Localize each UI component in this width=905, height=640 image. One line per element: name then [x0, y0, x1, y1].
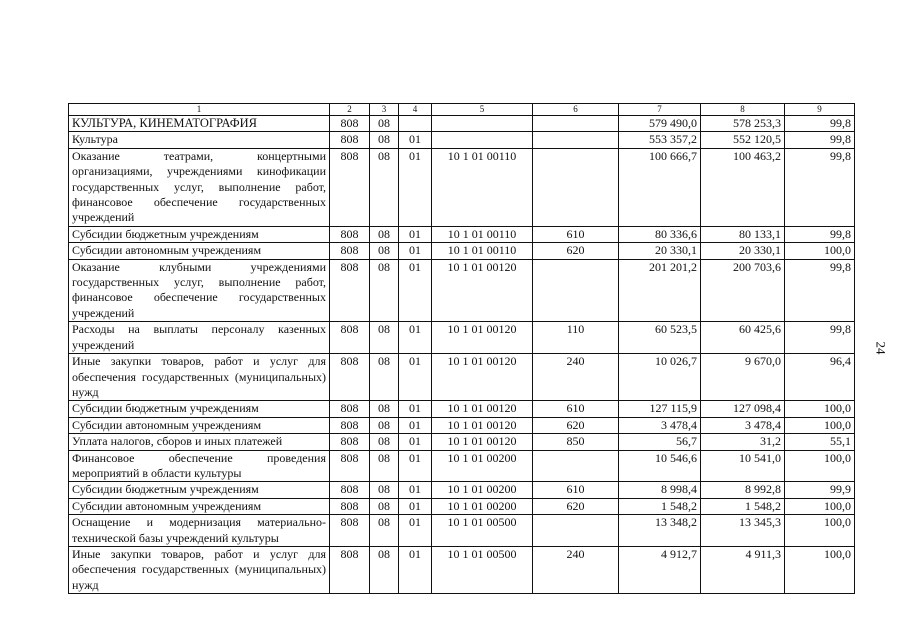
item-name-cell: Иные закупки товаров, работ и услуг для обеспечения государственных (муниципальных) нужд [69, 546, 330, 593]
expense-type-cell: 240 [533, 354, 619, 401]
subsection-code-cell: 01 [399, 498, 432, 514]
admin-code-cell: 808 [330, 498, 370, 514]
item-name-cell: Оказание театрами, концертными организациями, учреждениями кинофикации государственных услуг, выполнение работ, финансовое обеспечение государственных учреждений [69, 148, 330, 226]
item-name-cell: Расходы на выплаты персоналу казенных учреждений [69, 322, 330, 354]
execution-percent-cell: 100,0 [785, 546, 855, 593]
planned-amount-cell: 10 026,7 [619, 354, 701, 401]
target-code-cell: 10 1 01 00500 [432, 515, 533, 547]
target-code-cell: 10 1 01 00200 [432, 498, 533, 514]
admin-code-cell: 808 [330, 482, 370, 498]
actual-amount-cell: 200 703,6 [701, 259, 785, 322]
section-code-cell: 08 [370, 116, 399, 132]
subsection-code-cell: 01 [399, 482, 432, 498]
table-row [69, 401, 855, 417]
table-row [69, 417, 855, 433]
execution-percent-cell: 100,0 [785, 417, 855, 433]
section-code-cell: 08 [370, 546, 399, 593]
subsection-code-cell: 01 [399, 226, 432, 242]
target-code-cell: 10 1 01 00120 [432, 322, 533, 354]
planned-amount-cell: 10 546,6 [619, 450, 701, 482]
item-name-cell: Финансовое обеспечение проведения мероприятий в области культуры [69, 450, 330, 482]
actual-amount-cell: 8 992,8 [701, 482, 785, 498]
item-name-cell: Оказание клубными учреждениями государственных услуг, выполнение работ, финансовое обеспечение государственных учреждений [69, 259, 330, 322]
expense-type-cell [533, 132, 619, 148]
section-code-cell: 08 [370, 148, 399, 226]
target-code-cell [432, 132, 533, 148]
actual-amount-cell: 31,2 [701, 434, 785, 450]
admin-code-cell: 808 [330, 322, 370, 354]
target-code-cell: 10 1 01 00110 [432, 148, 533, 226]
section-code-cell: 08 [370, 434, 399, 450]
planned-amount-cell: 4 912,7 [619, 546, 701, 593]
page-number: 24 [873, 341, 889, 355]
actual-amount-cell: 3 478,4 [701, 417, 785, 433]
section-code-cell: 08 [370, 132, 399, 148]
header-cell: 4 [399, 104, 432, 116]
planned-amount-cell: 553 357,2 [619, 132, 701, 148]
table-row [69, 498, 855, 514]
item-name-cell: Уплата налогов, сборов и иных платежей [69, 434, 330, 450]
target-code-cell: 10 1 01 00200 [432, 482, 533, 498]
target-code-cell: 10 1 01 00500 [432, 546, 533, 593]
execution-percent-cell: 99,8 [785, 116, 855, 132]
planned-amount-cell: 60 523,5 [619, 322, 701, 354]
planned-amount-cell: 3 478,4 [619, 417, 701, 433]
actual-amount-cell: 20 330,1 [701, 243, 785, 259]
subsection-code-cell [399, 116, 432, 132]
table-body [69, 116, 855, 594]
execution-percent-cell: 99,8 [785, 148, 855, 226]
planned-amount-cell: 13 348,2 [619, 515, 701, 547]
table-row [69, 546, 855, 593]
admin-code-cell: 808 [330, 434, 370, 450]
item-name-cell: Субсидии автономным учреждениям [69, 243, 330, 259]
execution-percent-cell: 100,0 [785, 498, 855, 514]
item-name-cell: Субсидии бюджетным учреждениям [69, 401, 330, 417]
subsection-code-cell: 01 [399, 243, 432, 259]
actual-amount-cell: 9 670,0 [701, 354, 785, 401]
execution-percent-cell: 100,0 [785, 515, 855, 547]
section-code-cell: 08 [370, 322, 399, 354]
subsection-code-cell: 01 [399, 259, 432, 322]
admin-code-cell: 808 [330, 259, 370, 322]
admin-code-cell: 808 [330, 116, 370, 132]
admin-code-cell: 808 [330, 515, 370, 547]
item-name-cell: Субсидии бюджетным учреждениям [69, 226, 330, 242]
table-row [69, 116, 855, 132]
actual-amount-cell: 80 133,1 [701, 226, 785, 242]
execution-percent-cell: 99,9 [785, 482, 855, 498]
expense-type-cell [533, 116, 619, 132]
planned-amount-cell: 20 330,1 [619, 243, 701, 259]
actual-amount-cell: 13 345,3 [701, 515, 785, 547]
actual-amount-cell: 127 098,4 [701, 401, 785, 417]
execution-percent-cell: 100,0 [785, 243, 855, 259]
admin-code-cell: 808 [330, 226, 370, 242]
expense-type-cell: 610 [533, 482, 619, 498]
execution-percent-cell: 99,8 [785, 259, 855, 322]
actual-amount-cell: 100 463,2 [701, 148, 785, 226]
item-name-cell: Иные закупки товаров, работ и услуг для обеспечения государственных (муниципальных) нужд [69, 354, 330, 401]
table-row [69, 434, 855, 450]
expense-type-cell [533, 259, 619, 322]
table-row [69, 259, 855, 322]
target-code-cell [432, 116, 533, 132]
execution-percent-cell: 99,8 [785, 132, 855, 148]
section-code-cell: 08 [370, 498, 399, 514]
admin-code-cell: 808 [330, 450, 370, 482]
actual-amount-cell: 578 253,3 [701, 116, 785, 132]
item-name-cell: Субсидии автономным учреждениям [69, 417, 330, 433]
actual-amount-cell: 60 425,6 [701, 322, 785, 354]
actual-amount-cell: 1 548,2 [701, 498, 785, 514]
section-code-cell: 08 [370, 243, 399, 259]
expense-type-cell: 240 [533, 546, 619, 593]
section-code-cell: 08 [370, 417, 399, 433]
execution-percent-cell: 99,8 [785, 322, 855, 354]
header-cell: 5 [432, 104, 533, 116]
planned-amount-cell: 56,7 [619, 434, 701, 450]
section-code-cell: 08 [370, 259, 399, 322]
admin-code-cell: 808 [330, 546, 370, 593]
subsection-code-cell: 01 [399, 322, 432, 354]
actual-amount-cell: 552 120,5 [701, 132, 785, 148]
section-code-cell: 08 [370, 515, 399, 547]
expense-type-cell: 110 [533, 322, 619, 354]
table-row [69, 354, 855, 401]
item-name-cell: Культура [69, 132, 330, 148]
target-code-cell: 10 1 01 00110 [432, 226, 533, 242]
planned-amount-cell: 127 115,9 [619, 401, 701, 417]
section-code-cell: 08 [370, 401, 399, 417]
target-code-cell: 10 1 01 00120 [432, 354, 533, 401]
expense-type-cell [533, 450, 619, 482]
header-cell: 7 [619, 104, 701, 116]
execution-percent-cell: 100,0 [785, 401, 855, 417]
expense-type-cell: 620 [533, 498, 619, 514]
planned-amount-cell: 579 490,0 [619, 116, 701, 132]
header-cell: 2 [330, 104, 370, 116]
table-row [69, 226, 855, 242]
section-code-cell: 08 [370, 450, 399, 482]
table-row [69, 243, 855, 259]
target-code-cell: 10 1 01 00120 [432, 401, 533, 417]
expense-type-cell [533, 515, 619, 547]
section-code-cell: 08 [370, 226, 399, 242]
expense-type-cell: 620 [533, 243, 619, 259]
subsection-code-cell: 01 [399, 450, 432, 482]
planned-amount-cell: 8 998,4 [619, 482, 701, 498]
item-name-cell: Оснащение и модернизация материально-технической базы учреждений культуры [69, 515, 330, 547]
target-code-cell: 10 1 01 00200 [432, 450, 533, 482]
section-code-cell: 08 [370, 354, 399, 401]
subsection-code-cell: 01 [399, 417, 432, 433]
header-cell: 9 [785, 104, 855, 116]
target-code-cell: 10 1 01 00120 [432, 434, 533, 450]
admin-code-cell: 808 [330, 354, 370, 401]
execution-percent-cell: 100,0 [785, 450, 855, 482]
subsection-code-cell: 01 [399, 401, 432, 417]
admin-code-cell: 808 [330, 401, 370, 417]
execution-percent-cell: 55,1 [785, 434, 855, 450]
item-name-cell: Субсидии бюджетным учреждениям [69, 482, 330, 498]
table-row [69, 148, 855, 226]
header-cell: 6 [533, 104, 619, 116]
expense-type-cell: 850 [533, 434, 619, 450]
subsection-code-cell: 01 [399, 515, 432, 547]
actual-amount-cell: 4 911,3 [701, 546, 785, 593]
subsection-code-cell: 01 [399, 132, 432, 148]
planned-amount-cell: 80 336,6 [619, 226, 701, 242]
table-row [69, 132, 855, 148]
admin-code-cell: 808 [330, 243, 370, 259]
actual-amount-cell: 10 541,0 [701, 450, 785, 482]
subsection-code-cell: 01 [399, 546, 432, 593]
planned-amount-cell: 1 548,2 [619, 498, 701, 514]
admin-code-cell: 808 [330, 417, 370, 433]
expense-type-cell: 610 [533, 226, 619, 242]
table-row [69, 482, 855, 498]
table-row [69, 322, 855, 354]
target-code-cell: 10 1 01 00120 [432, 417, 533, 433]
admin-code-cell: 808 [330, 132, 370, 148]
subsection-code-cell: 01 [399, 354, 432, 401]
expense-type-cell [533, 148, 619, 226]
header-row [69, 104, 855, 116]
header-cell: 8 [701, 104, 785, 116]
budget-table [68, 103, 855, 594]
target-code-cell: 10 1 01 00120 [432, 259, 533, 322]
expense-type-cell: 620 [533, 417, 619, 433]
target-code-cell: 10 1 01 00110 [432, 243, 533, 259]
planned-amount-cell: 201 201,2 [619, 259, 701, 322]
header-cell: 1 [69, 104, 330, 116]
header-cell: 3 [370, 104, 399, 116]
execution-percent-cell: 96,4 [785, 354, 855, 401]
admin-code-cell: 808 [330, 148, 370, 226]
item-name-cell: КУЛЬТУРА, КИНЕМАТОГРАФИЯ [69, 116, 330, 132]
execution-percent-cell: 99,8 [785, 226, 855, 242]
subsection-code-cell: 01 [399, 434, 432, 450]
planned-amount-cell: 100 666,7 [619, 148, 701, 226]
table-row [69, 450, 855, 482]
expense-type-cell: 610 [533, 401, 619, 417]
item-name-cell: Субсидии автономным учреждениям [69, 498, 330, 514]
table-row [69, 515, 855, 547]
section-code-cell: 08 [370, 482, 399, 498]
subsection-code-cell: 01 [399, 148, 432, 226]
